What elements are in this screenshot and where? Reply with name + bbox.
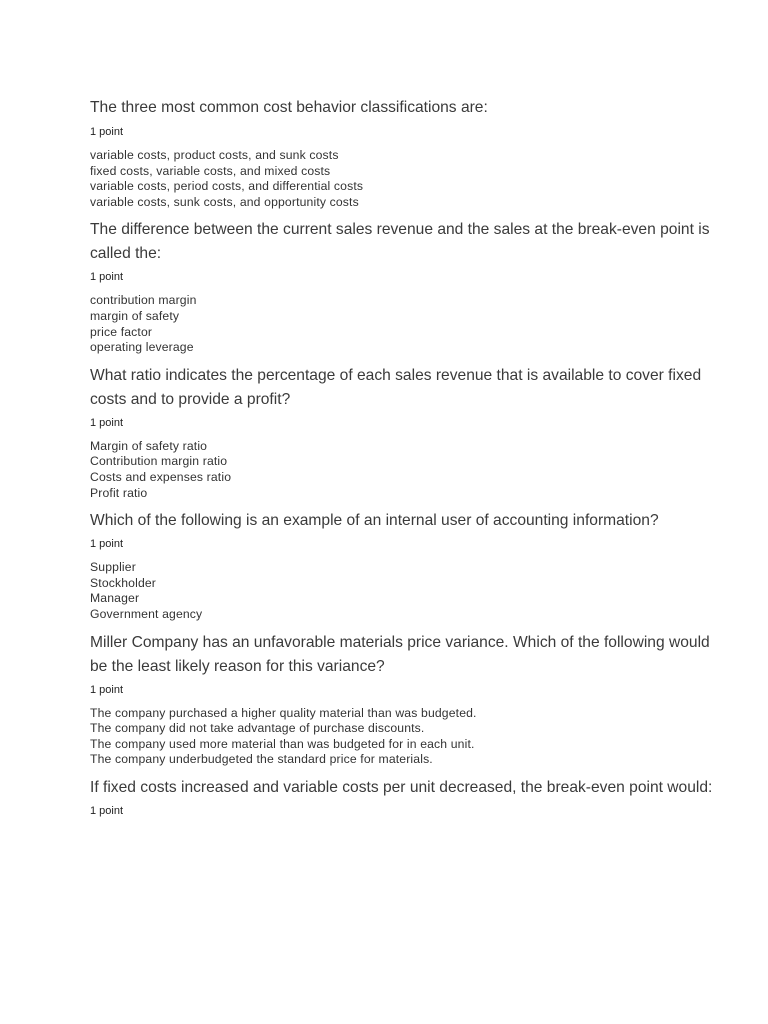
answer-options [90, 293, 730, 355]
answer-option[interactable]: Profit ratio [90, 485, 148, 500]
question-block [90, 364, 730, 501]
answer-option[interactable]: Costs and expenses ratio [90, 469, 232, 484]
question-block [90, 96, 730, 210]
answer-option[interactable]: Contribution margin ratio [90, 454, 228, 469]
answer-option[interactable]: operating leverage [90, 340, 194, 355]
answer-option[interactable]: contribution margin [90, 293, 197, 308]
answer-options [90, 148, 730, 210]
question-points: 1 point [90, 271, 124, 284]
answer-options [90, 706, 730, 768]
question-block [90, 218, 730, 355]
question-block [90, 631, 730, 768]
question-text: If fixed costs increased and variable costs per unit decreased, the break-even point would: [90, 778, 713, 796]
answer-option[interactable]: margin of safety [90, 308, 180, 323]
answer-option[interactable]: Government agency [90, 606, 203, 621]
answer-option[interactable]: The company used more material than was budgeted for in each unit. [90, 736, 475, 751]
question-text: The three most common cost behavior classifications are: [90, 99, 488, 116]
answer-option[interactable]: Margin of safety ratio [90, 438, 208, 453]
question-text: Which of the following is an example of an internal user of accounting information? [90, 512, 659, 530]
answer-option[interactable]: fixed costs, variable costs, and mixed costs [90, 163, 331, 178]
question-text: The difference between the current sales revenue and the sales at the break-even point is called the: [90, 221, 710, 263]
answer-option[interactable]: variable costs, period costs, and differential costs [90, 179, 364, 194]
question-text: What ratio indicates the percentage of each sales revenue that is available to cover fixed costs and to provide a profit? [90, 366, 702, 408]
answer-option[interactable]: variable costs, product costs, and sunk costs [90, 148, 339, 162]
question-block [90, 776, 730, 818]
answer-option[interactable]: The company purchased a higher quality material than was budgeted. [90, 705, 477, 720]
question-points: 1 point [90, 416, 124, 429]
question-points: 1 point [90, 804, 124, 817]
answer-options [90, 560, 730, 622]
answer-option[interactable]: Stockholder [90, 575, 157, 590]
answer-option[interactable]: The company underbudgeted the standard price for materials. [90, 752, 433, 767]
answer-option[interactable]: Supplier [90, 560, 136, 575]
question-points: 1 point [90, 126, 124, 138]
quiz-document [90, 96, 730, 818]
answer-option[interactable]: Manager [90, 591, 140, 606]
answer-option[interactable]: variable costs, sunk costs, and opportunity costs [90, 194, 359, 209]
answer-options [90, 439, 730, 501]
answer-option[interactable]: price factor [90, 324, 153, 339]
question-points: 1 point [90, 683, 124, 696]
answer-option[interactable]: The company did not take advantage of purchase discounts. [90, 721, 425, 736]
question-block [90, 509, 730, 622]
question-points: 1 point [90, 538, 124, 551]
question-text: Miller Company has an unfavorable materials price variance. Which of the following would be the least likely reason for this variance? [90, 633, 710, 675]
